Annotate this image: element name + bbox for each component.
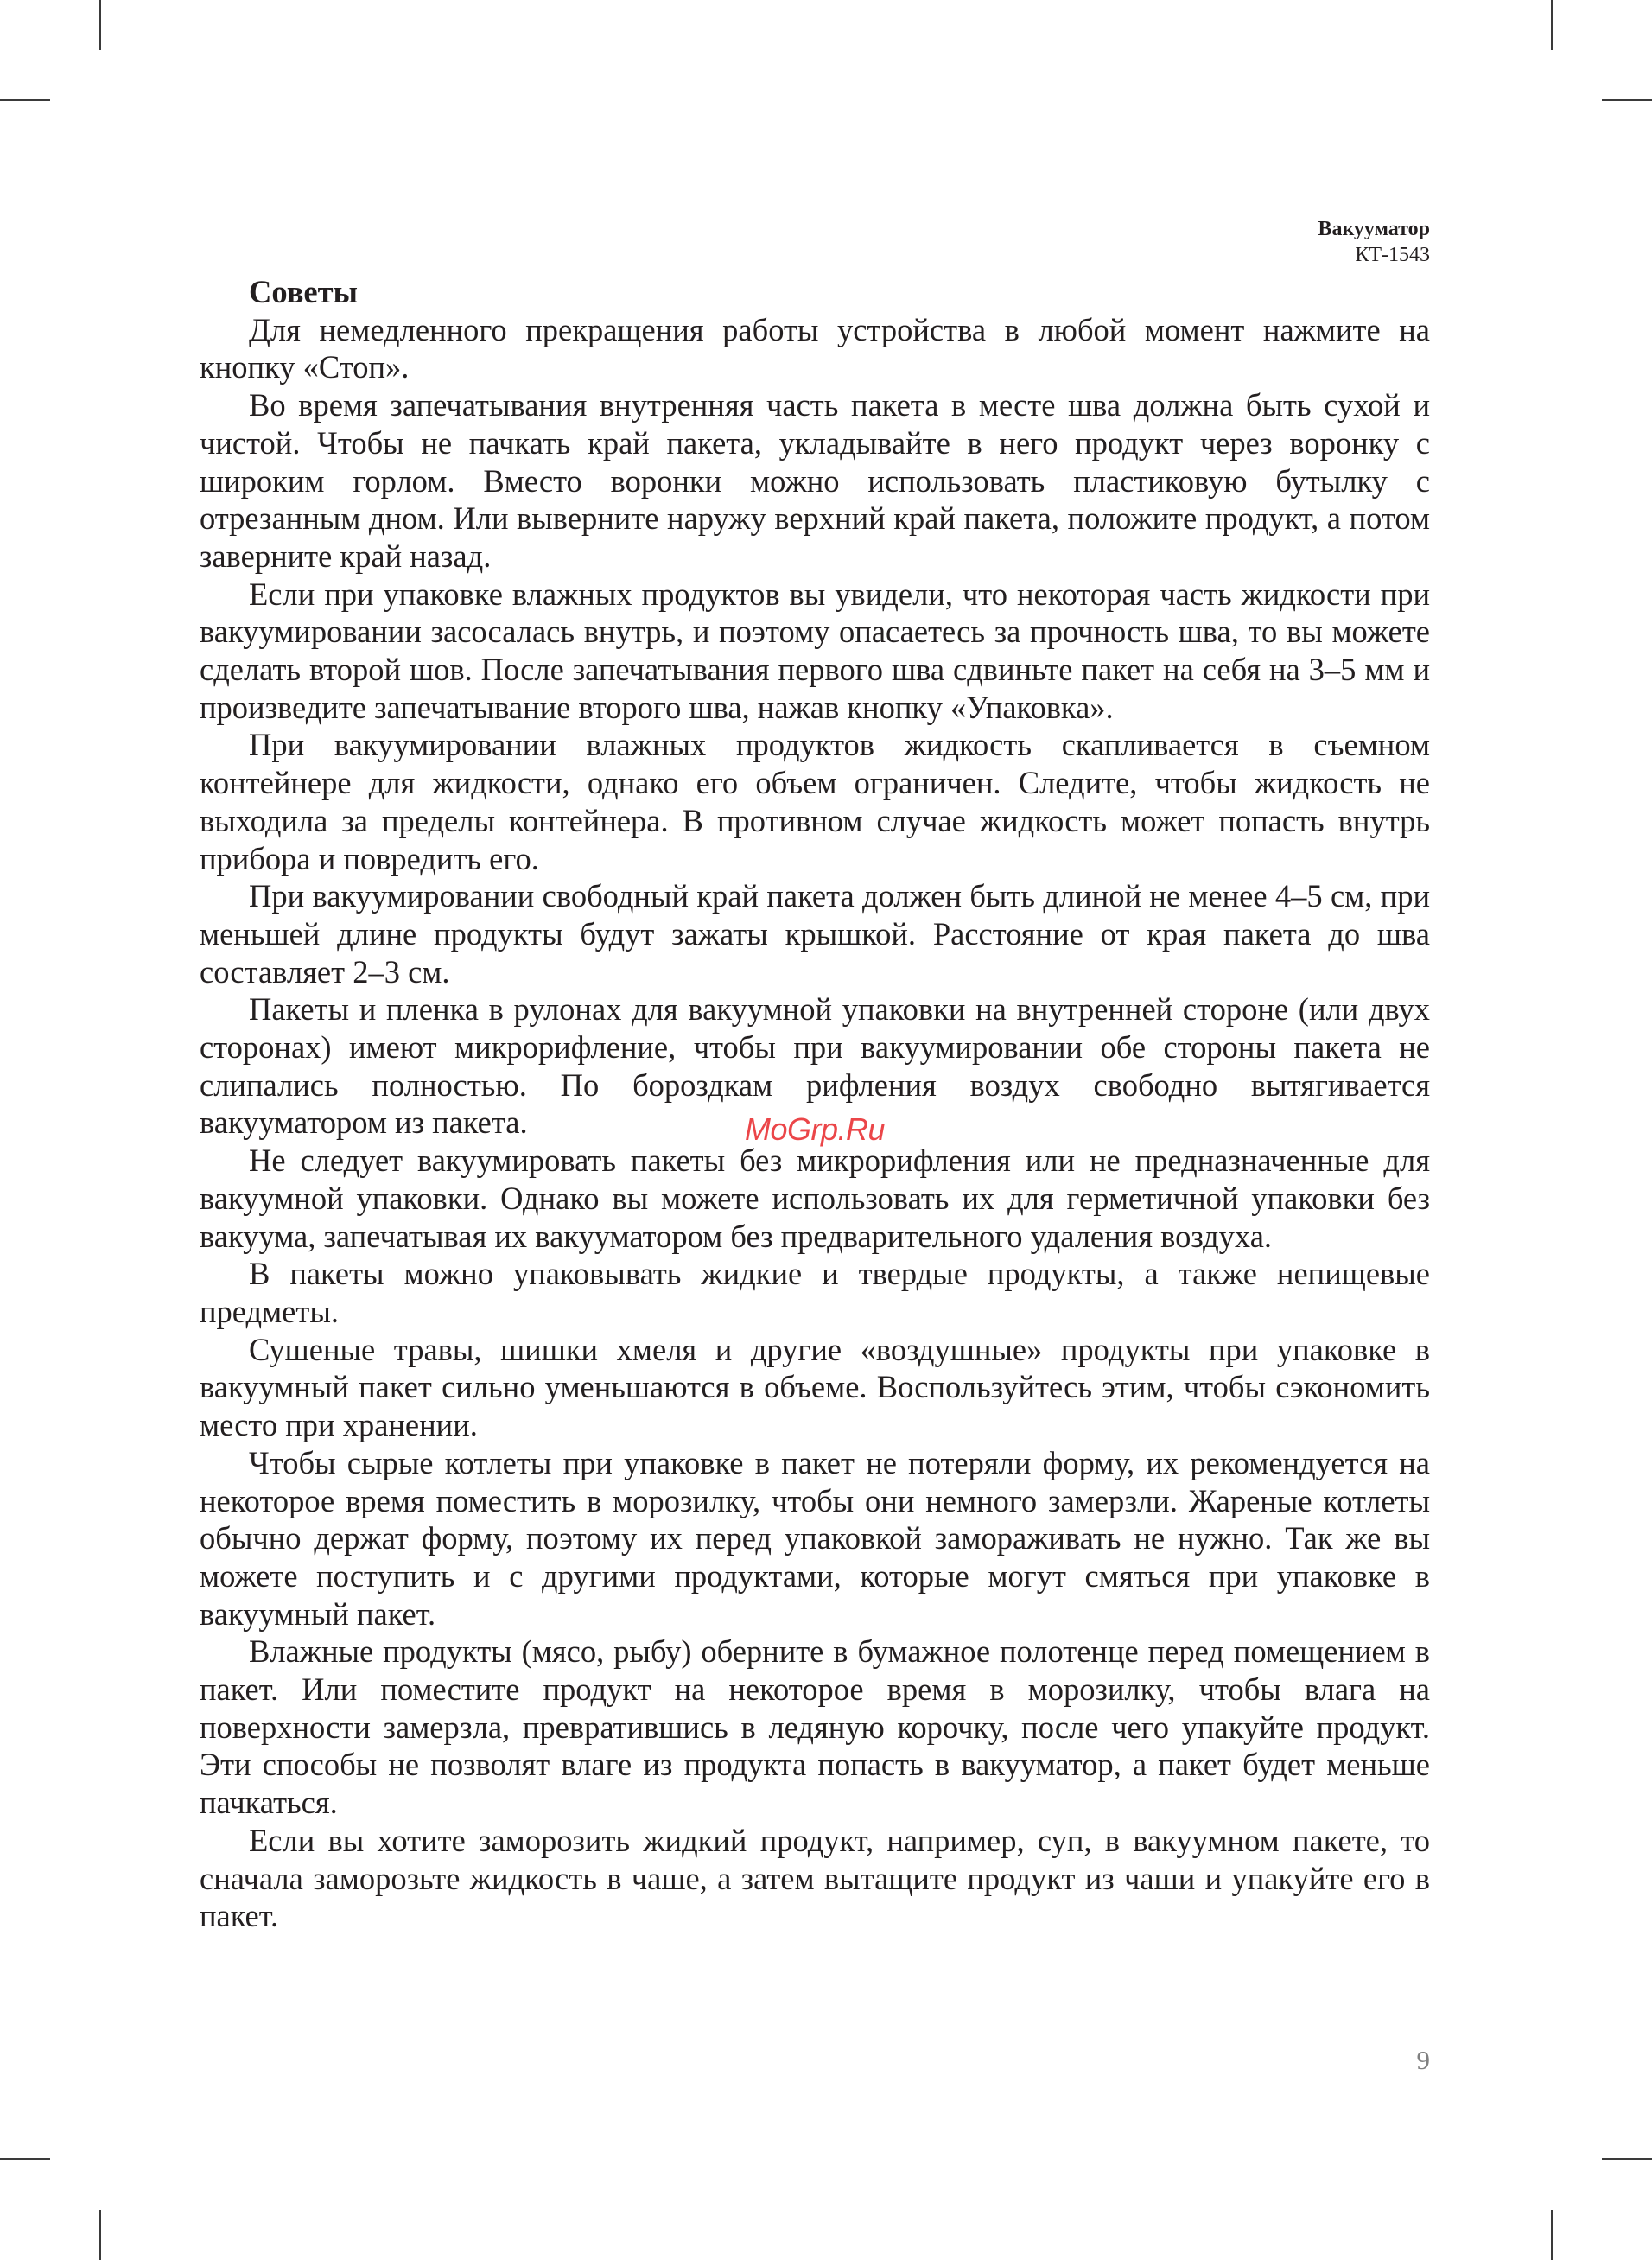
paragraph-non-ribbed-bags: Не следует вакуумировать пакеты без микрорифления или не предназначенные для вакуумной упаковки. Однако вы можете использовать их для герметичной упаковки без вакуума, запечатывая их вакууматором без предварительного удаления воздуха. xyxy=(200,1143,1430,1254)
running-header xyxy=(1318,216,1430,268)
crop-mark-top-left xyxy=(99,0,101,50)
paragraph-second-seal: Если при упаковке влажных продуктов вы увидели, что некоторая часть жидкости при вакуумировании засосалась внутрь, и поэтому опасаетесь за прочность шва, то вы можете сделать второй шов. После запечатывания первого шва сдвиньте пакет на себя на 3–5 мм и произведите запечатывание второго шва, нажав кнопку «Упаковка». xyxy=(200,576,1430,725)
paragraph-free-edge: При вакуумировании свободный край пакета должен быть длиной не менее 4–5 см, при меньшей длине продукты будут зажаты крышкой. Расстояние от края пакета до шва составляет 2–3 см. xyxy=(200,878,1430,990)
header-model-number: КТ-1543 xyxy=(1355,244,1430,266)
paragraph-freeze-liquid: Если вы хотите заморозить жидкий продукт, например, суп, в вакуумном пакете, то сначала заморозьте жидкость в чаше, а затем вытащите продукт из чаши и упакуйте его в пакет. xyxy=(200,1822,1430,1934)
paragraph-micro-ribbing: Пакеты и пленка в рулонах для вакуумной упаковки на внутренней стороне (или двух сторонах) имеют микрорифление, чтобы при вакуумировании обе стороны пакета не слипались полностью. По бороздкам рифления воздух свободно вытягивается вакууматором из пакета. xyxy=(200,991,1430,1141)
paragraph-dry-seal: Во время запечатывания внутренняя часть пакета в месте шва должна быть сухой и чистой. Чтобы не пачкать край пакета, укладывайте в него продукт через воронку с широким горлом. Вместо воронки можно использовать пластиковую бутылку с отрезанным дном. Или выверните наружу верхний край пакета, положите продукт, а потом заверните край назад. xyxy=(200,387,1430,574)
crop-mark-bottom-left xyxy=(99,2210,101,2260)
section-title: Советы xyxy=(249,274,359,309)
paragraph-cutlets: Чтобы сырые котлеты при упаковке в пакет не потеряли форму, их рекомендуется на некоторое время поместить в морозилку, чтобы они немного замерзли. Жареные котлеты обычно держат форму, поэтому их перед упаковкой замораживать не нужно. Так же вы можете поступить и с другими продуктами, которые могут смяться при упаковке в вакуумный пакет. xyxy=(200,1444,1430,1632)
crop-mark-left-bottom xyxy=(0,2158,50,2160)
crop-mark-bottom-right xyxy=(1551,2210,1553,2260)
crop-mark-top-right xyxy=(1551,0,1553,50)
paragraph-bag-contents: В пакеты можно упаковывать жидкие и твердые продукты, а также непищевые предметы. xyxy=(200,1256,1430,1329)
crop-mark-right-bottom xyxy=(1602,2158,1652,2160)
header-product-title: Вакууматор xyxy=(1318,218,1430,240)
paragraph-liquid-container: При вакуумировании влажных продуктов жидкость скапливается в съемном контейнере для жидкости, однако его объем ограничен. Следите, чтобы жидкость не выходила за пределы контейнера. В противном случае жидкость может попасть внутрь прибора и повредить его. xyxy=(200,727,1430,876)
crop-mark-left-top xyxy=(0,99,50,101)
paragraph-moist-products: Влажные продукты (мясо, рыбу) оберните в бумажное полотенце перед помещением в пакет. Или поместите продукт на некоторое время в морозилку, чтобы влага на поверхности замерзла, превратившись в ледяную корочку, после чего упакуйте продукт. Эти способы не позволят влаге из продукта попасть в вакууматор, а пакет будет меньше пачкаться. xyxy=(200,1633,1430,1821)
paragraph-stop-button: Для немедленного прекращения работы устройства в любой момент нажмите на кнопку «Стоп». xyxy=(200,311,1430,385)
page-number: 9 xyxy=(1416,2045,1430,2075)
crop-mark-right-top xyxy=(1602,99,1652,101)
paragraph-airy-products: Сушеные травы, шишки хмеля и другие «воздушные» продукты при упаковке в вакуумный пакет сильно уменьшаются в объеме. Воспользуйтесь этим, чтобы сэкономить место при хранении. xyxy=(200,1331,1430,1443)
watermark: MoGrp.Ru xyxy=(745,1111,886,1147)
document-body xyxy=(200,273,1430,1935)
